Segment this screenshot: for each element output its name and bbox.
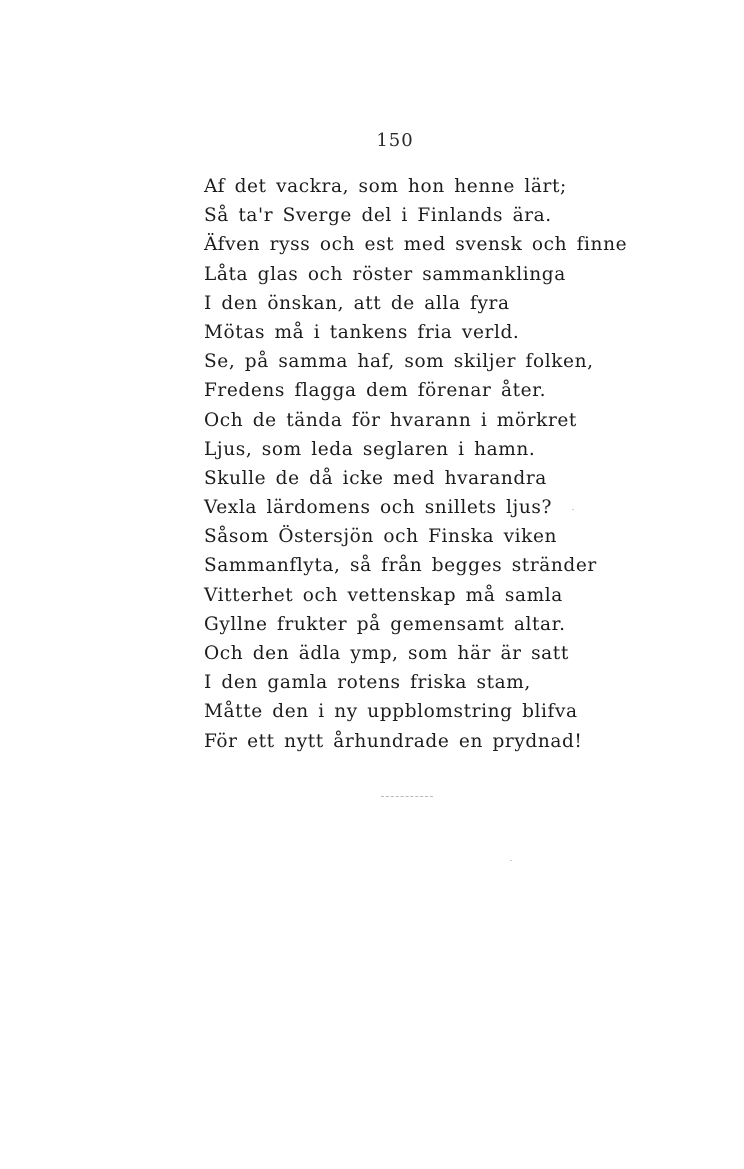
- poem-line: Fredens flagga dem förenar åter.: [204, 380, 547, 402]
- poem-line: Såsom Östersjön och Finska viken: [204, 526, 558, 548]
- paper-speck: [572, 509, 574, 510]
- poem-line: I den gamla rotens friska stam,: [204, 672, 531, 694]
- poem-line: Måtte den i ny uppblomstring blifva: [204, 701, 578, 723]
- poem-line: Och den ädla ymp, som här är satt: [204, 643, 569, 664]
- paper-speck: [510, 860, 512, 861]
- poem-text: [204, 172, 627, 756]
- poem-line: Och de tända för hvarann i mörkret: [204, 409, 577, 431]
- poem-line: Så ta'r Sverge del i Finlands ära.: [204, 205, 552, 227]
- poem-line: I den önskan, att de alla fyra: [204, 292, 510, 314]
- poem-line: Af det vackra, som hon henne lärt;: [204, 176, 567, 197]
- poem-line: Låta glas och röster sammanklinga: [204, 263, 566, 285]
- poem-line: Vexla lärdomens och snillets ljus?: [204, 497, 553, 519]
- poem-line: Gyllne frukter på gemensamt altar.: [204, 613, 566, 635]
- poem-line: Ljus, som leda seglaren i hamn.: [204, 438, 536, 460]
- poem-line: Mötas må i tankens fria verld.: [204, 321, 520, 343]
- poem-line: Se, på samma haf, som skiljer folken,: [204, 351, 594, 373]
- poem-line: För ett nytt århundrade en prydnad!: [204, 730, 583, 752]
- page-number: 150: [376, 130, 414, 151]
- poem-line: Vitterhet och vettenskap må samla: [204, 584, 563, 606]
- poem-line: Sammanflyta, så från begges stränder: [204, 555, 597, 577]
- poem-line: Skulle de då icke med hvarandra: [204, 467, 547, 489]
- end-of-section-rule: [381, 796, 433, 797]
- poem-line: Äfven ryss och est med svensk och finne: [204, 234, 628, 256]
